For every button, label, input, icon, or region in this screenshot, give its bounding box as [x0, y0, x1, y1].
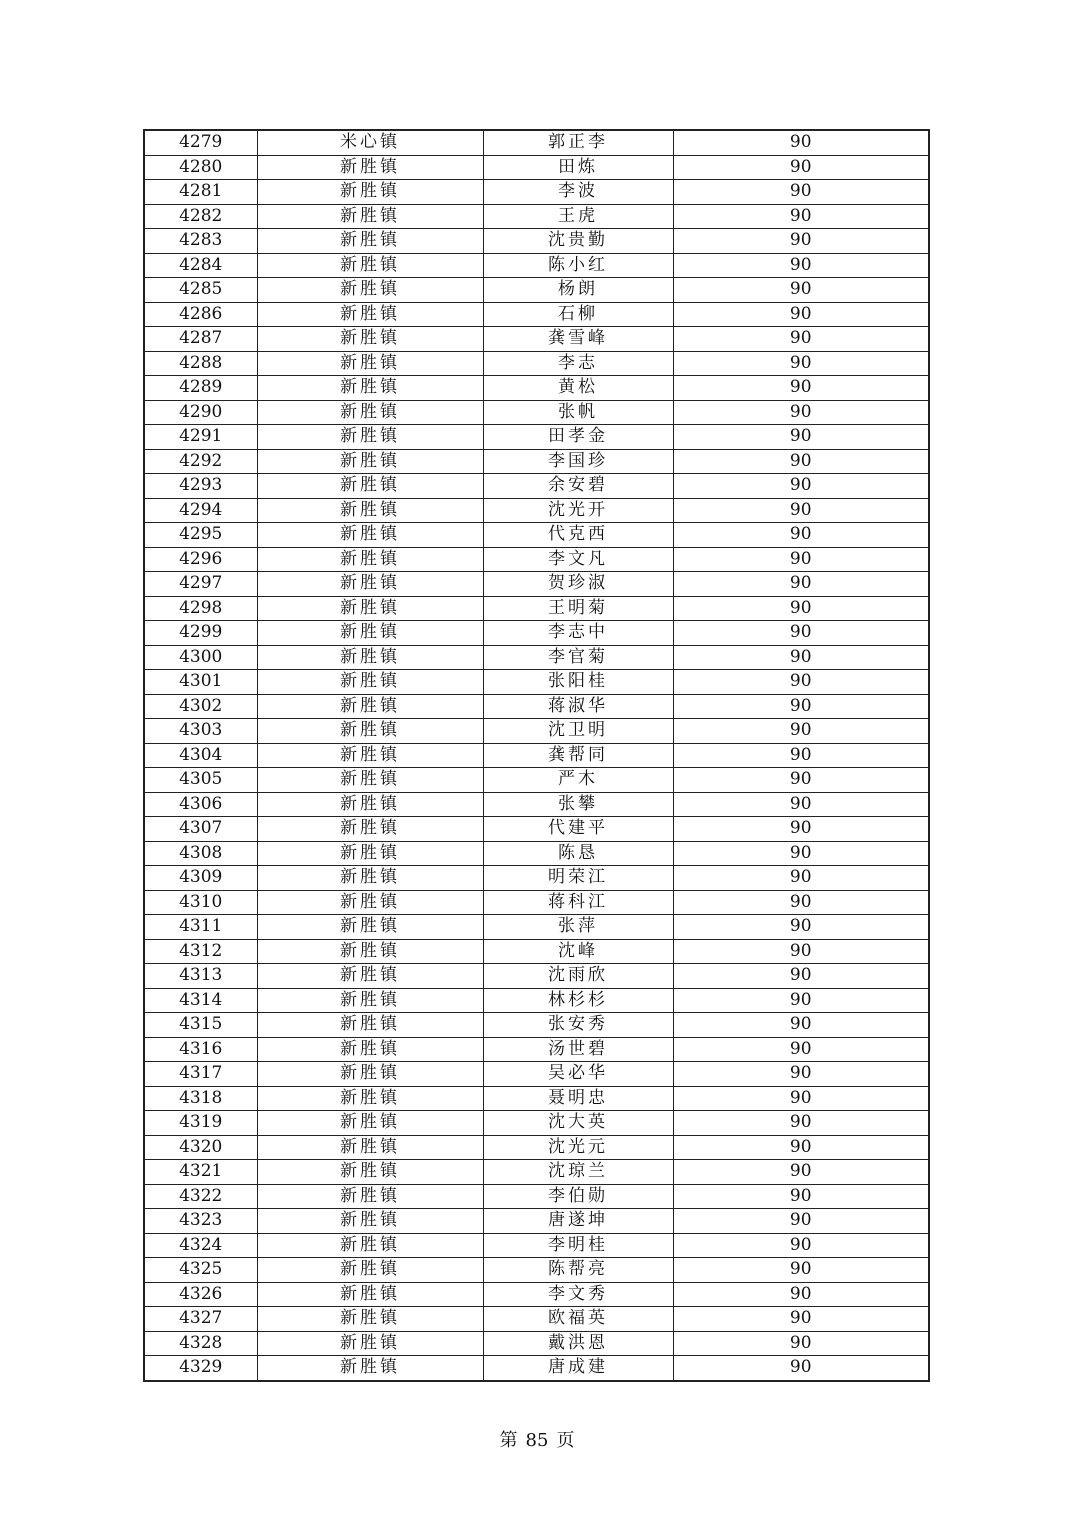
- cell-score: 90: [673, 351, 929, 376]
- table-row: [144, 1258, 929, 1283]
- cell-number: 4327: [144, 1307, 257, 1332]
- cell-number: 4326: [144, 1282, 257, 1307]
- cell-score: 90: [673, 523, 929, 548]
- cell-number: 4304: [144, 743, 257, 768]
- cell-town: 新胜镇: [257, 792, 483, 817]
- table-row: [144, 1307, 929, 1332]
- cell-number: 4301: [144, 670, 257, 695]
- cell-name: 吴必华: [483, 1062, 673, 1087]
- cell-name: 明荣江: [483, 866, 673, 891]
- cell-number: 4288: [144, 351, 257, 376]
- cell-town: 新胜镇: [257, 1037, 483, 1062]
- cell-town: 新胜镇: [257, 817, 483, 842]
- cell-score: 90: [673, 253, 929, 278]
- cell-name: 沈光开: [483, 498, 673, 523]
- cell-score: 90: [673, 204, 929, 229]
- cell-score: 90: [673, 817, 929, 842]
- cell-name: 沈大英: [483, 1111, 673, 1136]
- cell-town: 新胜镇: [257, 1282, 483, 1307]
- cell-score: 90: [673, 1258, 929, 1283]
- cell-number: 4308: [144, 841, 257, 866]
- cell-score: 90: [673, 988, 929, 1013]
- cell-score: 90: [673, 572, 929, 597]
- cell-name: 田孝金: [483, 425, 673, 450]
- cell-number: 4314: [144, 988, 257, 1013]
- cell-name: 沈峰: [483, 939, 673, 964]
- cell-name: 唐遂坤: [483, 1209, 673, 1234]
- cell-number: 4298: [144, 596, 257, 621]
- page-footer: [0, 1430, 1074, 1452]
- cell-name: 唐成建: [483, 1356, 673, 1381]
- cell-name: 黄松: [483, 376, 673, 401]
- table-row: [144, 523, 929, 548]
- cell-name: 余安碧: [483, 474, 673, 499]
- page-footer-prefix: 第: [499, 1430, 518, 1451]
- cell-town: 新胜镇: [257, 1209, 483, 1234]
- table-row: [144, 792, 929, 817]
- cell-name: 陈小红: [483, 253, 673, 278]
- cell-name: 沈雨欣: [483, 964, 673, 989]
- cell-score: 90: [673, 596, 929, 621]
- cell-score: 90: [673, 1037, 929, 1062]
- cell-score: 90: [673, 792, 929, 817]
- cell-town: 新胜镇: [257, 1331, 483, 1356]
- table-row: [144, 964, 929, 989]
- table-row: [144, 596, 929, 621]
- cell-name: 沈卫明: [483, 719, 673, 744]
- cell-town: 新胜镇: [257, 1184, 483, 1209]
- cell-number: 4286: [144, 302, 257, 327]
- cell-number: 4296: [144, 547, 257, 572]
- cell-score: 90: [673, 1233, 929, 1258]
- cell-number: 4307: [144, 817, 257, 842]
- cell-number: 4329: [144, 1356, 257, 1381]
- table-row: [144, 278, 929, 303]
- cell-number: 4325: [144, 1258, 257, 1283]
- cell-name: 杨朗: [483, 278, 673, 303]
- table-row: [144, 572, 929, 597]
- cell-name: 严木: [483, 768, 673, 793]
- cell-town: 新胜镇: [257, 302, 483, 327]
- cell-name: 陈恳: [483, 841, 673, 866]
- cell-name: 贺珍淑: [483, 572, 673, 597]
- cell-name: 聂明忠: [483, 1086, 673, 1111]
- cell-town: 新胜镇: [257, 964, 483, 989]
- cell-score: 90: [673, 278, 929, 303]
- cell-name: 蒋淑华: [483, 694, 673, 719]
- cell-town: 新胜镇: [257, 596, 483, 621]
- cell-number: 4287: [144, 327, 257, 352]
- cell-number: 4324: [144, 1233, 257, 1258]
- cell-name: 田炼: [483, 155, 673, 180]
- cell-name: 龚雪峰: [483, 327, 673, 352]
- cell-number: 4319: [144, 1111, 257, 1136]
- cell-town: 米心镇: [257, 130, 483, 155]
- cell-number: 4322: [144, 1184, 257, 1209]
- cell-town: 新胜镇: [257, 988, 483, 1013]
- cell-town: 新胜镇: [257, 498, 483, 523]
- cell-number: 4290: [144, 400, 257, 425]
- cell-name: 李明桂: [483, 1233, 673, 1258]
- cell-town: 新胜镇: [257, 278, 483, 303]
- table-row: [144, 1062, 929, 1087]
- cell-town: 新胜镇: [257, 1233, 483, 1258]
- cell-number: 4316: [144, 1037, 257, 1062]
- cell-number: 4297: [144, 572, 257, 597]
- table-row: [144, 841, 929, 866]
- cell-number: 4306: [144, 792, 257, 817]
- table-row: [144, 694, 929, 719]
- table-row: [144, 1086, 929, 1111]
- cell-score: 90: [673, 1086, 929, 1111]
- page-footer-suffix: 页: [556, 1430, 575, 1451]
- cell-score: 90: [673, 498, 929, 523]
- table-row: [144, 939, 929, 964]
- cell-town: 新胜镇: [257, 253, 483, 278]
- cell-score: 90: [673, 400, 929, 425]
- cell-name: 李志: [483, 351, 673, 376]
- cell-town: 新胜镇: [257, 229, 483, 254]
- cell-name: 李官菊: [483, 645, 673, 670]
- cell-score: 90: [673, 768, 929, 793]
- cell-score: 90: [673, 155, 929, 180]
- cell-name: 代建平: [483, 817, 673, 842]
- cell-name: 张帆: [483, 400, 673, 425]
- cell-town: 新胜镇: [257, 670, 483, 695]
- table-row: [144, 498, 929, 523]
- cell-town: 新胜镇: [257, 547, 483, 572]
- table-row: [144, 1356, 929, 1381]
- table-row: [144, 1331, 929, 1356]
- cell-name: 郭正李: [483, 130, 673, 155]
- cell-town: 新胜镇: [257, 1086, 483, 1111]
- cell-score: 90: [673, 1282, 929, 1307]
- cell-name: 石柳: [483, 302, 673, 327]
- cell-town: 新胜镇: [257, 1062, 483, 1087]
- cell-score: 90: [673, 1209, 929, 1234]
- cell-score: 90: [673, 1331, 929, 1356]
- cell-town: 新胜镇: [257, 1356, 483, 1381]
- cell-score: 90: [673, 719, 929, 744]
- cell-number: 4294: [144, 498, 257, 523]
- cell-town: 新胜镇: [257, 1135, 483, 1160]
- cell-name: 蒋科江: [483, 890, 673, 915]
- cell-number: 4310: [144, 890, 257, 915]
- table-row: [144, 890, 929, 915]
- table-row: [144, 866, 929, 891]
- roster-table: [143, 129, 930, 1382]
- cell-number: 4300: [144, 645, 257, 670]
- table-row: [144, 130, 929, 155]
- cell-score: 90: [673, 449, 929, 474]
- cell-number: 4289: [144, 376, 257, 401]
- table-row: [144, 180, 929, 205]
- cell-town: 新胜镇: [257, 621, 483, 646]
- cell-number: 4323: [144, 1209, 257, 1234]
- cell-number: 4312: [144, 939, 257, 964]
- table-row: [144, 1233, 929, 1258]
- cell-number: 4280: [144, 155, 257, 180]
- table-row: [144, 915, 929, 940]
- cell-score: 90: [673, 621, 929, 646]
- cell-score: 90: [673, 841, 929, 866]
- cell-town: 新胜镇: [257, 180, 483, 205]
- cell-name: 李文凡: [483, 547, 673, 572]
- cell-score: 90: [673, 547, 929, 572]
- cell-score: 90: [673, 425, 929, 450]
- cell-town: 新胜镇: [257, 1258, 483, 1283]
- table-row: [144, 547, 929, 572]
- cell-town: 新胜镇: [257, 768, 483, 793]
- cell-town: 新胜镇: [257, 939, 483, 964]
- cell-town: 新胜镇: [257, 327, 483, 352]
- cell-number: 4279: [144, 130, 257, 155]
- cell-town: 新胜镇: [257, 645, 483, 670]
- table-row: [144, 1013, 929, 1038]
- cell-number: 4305: [144, 768, 257, 793]
- cell-number: 4299: [144, 621, 257, 646]
- cell-score: 90: [673, 1111, 929, 1136]
- cell-score: 90: [673, 915, 929, 940]
- cell-town: 新胜镇: [257, 400, 483, 425]
- cell-score: 90: [673, 670, 929, 695]
- cell-number: 4282: [144, 204, 257, 229]
- cell-score: 90: [673, 645, 929, 670]
- cell-number: 4318: [144, 1086, 257, 1111]
- table-row: [144, 376, 929, 401]
- cell-number: 4283: [144, 229, 257, 254]
- cell-score: 90: [673, 302, 929, 327]
- cell-name: 林杉杉: [483, 988, 673, 1013]
- cell-score: 90: [673, 964, 929, 989]
- cell-name: 张萍: [483, 915, 673, 940]
- cell-number: 4311: [144, 915, 257, 940]
- cell-number: 4313: [144, 964, 257, 989]
- cell-score: 90: [673, 1062, 929, 1087]
- cell-number: 4284: [144, 253, 257, 278]
- cell-score: 90: [673, 1184, 929, 1209]
- cell-town: 新胜镇: [257, 694, 483, 719]
- table-row: [144, 1160, 929, 1185]
- table-row: [144, 229, 929, 254]
- cell-score: 90: [673, 743, 929, 768]
- table-row: [144, 155, 929, 180]
- cell-name: 李国珍: [483, 449, 673, 474]
- table-row: [144, 1037, 929, 1062]
- cell-number: 4302: [144, 694, 257, 719]
- cell-name: 欧福英: [483, 1307, 673, 1332]
- table-row: [144, 327, 929, 352]
- cell-name: 张攀: [483, 792, 673, 817]
- cell-town: 新胜镇: [257, 204, 483, 229]
- cell-town: 新胜镇: [257, 890, 483, 915]
- table-row: [144, 670, 929, 695]
- cell-number: 4321: [144, 1160, 257, 1185]
- table-row: [144, 719, 929, 744]
- table-row: [144, 1282, 929, 1307]
- cell-number: 4292: [144, 449, 257, 474]
- table-row: [144, 474, 929, 499]
- cell-town: 新胜镇: [257, 425, 483, 450]
- cell-town: 新胜镇: [257, 1111, 483, 1136]
- table-row: [144, 449, 929, 474]
- cell-name: 戴洪恩: [483, 1331, 673, 1356]
- table-row: [144, 253, 929, 278]
- cell-score: 90: [673, 1160, 929, 1185]
- cell-score: 90: [673, 229, 929, 254]
- cell-name: 王明菊: [483, 596, 673, 621]
- cell-name: 张阳桂: [483, 670, 673, 695]
- cell-name: 李文秀: [483, 1282, 673, 1307]
- cell-town: 新胜镇: [257, 915, 483, 940]
- cell-score: 90: [673, 1307, 929, 1332]
- cell-number: 4293: [144, 474, 257, 499]
- table-row: [144, 425, 929, 450]
- cell-town: 新胜镇: [257, 523, 483, 548]
- cell-number: 4281: [144, 180, 257, 205]
- table-row: [144, 621, 929, 646]
- cell-number: 4317: [144, 1062, 257, 1087]
- cell-name: 代克西: [483, 523, 673, 548]
- table-row: [144, 1135, 929, 1160]
- cell-town: 新胜镇: [257, 474, 483, 499]
- table-row: [144, 645, 929, 670]
- cell-town: 新胜镇: [257, 155, 483, 180]
- table-row: [144, 988, 929, 1013]
- table-row: [144, 351, 929, 376]
- cell-name: 沈光元: [483, 1135, 673, 1160]
- cell-town: 新胜镇: [257, 1160, 483, 1185]
- cell-name: 陈帮亮: [483, 1258, 673, 1283]
- cell-town: 新胜镇: [257, 572, 483, 597]
- cell-score: 90: [673, 376, 929, 401]
- cell-town: 新胜镇: [257, 1013, 483, 1038]
- cell-name: 沈琼兰: [483, 1160, 673, 1185]
- cell-score: 90: [673, 866, 929, 891]
- cell-name: 汤世碧: [483, 1037, 673, 1062]
- table-row: [144, 302, 929, 327]
- table-row: [144, 817, 929, 842]
- cell-town: 新胜镇: [257, 719, 483, 744]
- cell-score: 90: [673, 474, 929, 499]
- cell-score: 90: [673, 939, 929, 964]
- cell-number: 4291: [144, 425, 257, 450]
- cell-name: 李伯勋: [483, 1184, 673, 1209]
- cell-town: 新胜镇: [257, 866, 483, 891]
- cell-number: 4285: [144, 278, 257, 303]
- cell-score: 90: [673, 890, 929, 915]
- cell-score: 90: [673, 327, 929, 352]
- cell-town: 新胜镇: [257, 841, 483, 866]
- cell-town: 新胜镇: [257, 351, 483, 376]
- cell-number: 4303: [144, 719, 257, 744]
- table-row: [144, 400, 929, 425]
- table-row: [144, 1209, 929, 1234]
- table-row: [144, 743, 929, 768]
- cell-score: 90: [673, 1135, 929, 1160]
- cell-name: 王虎: [483, 204, 673, 229]
- cell-score: 90: [673, 180, 929, 205]
- cell-score: 90: [673, 694, 929, 719]
- cell-town: 新胜镇: [257, 449, 483, 474]
- cell-number: 4309: [144, 866, 257, 891]
- table-row: [144, 768, 929, 793]
- cell-score: 90: [673, 1356, 929, 1381]
- table-row: [144, 204, 929, 229]
- cell-number: 4328: [144, 1331, 257, 1356]
- cell-number: 4295: [144, 523, 257, 548]
- cell-town: 新胜镇: [257, 376, 483, 401]
- cell-number: 4320: [144, 1135, 257, 1160]
- table-body: [144, 130, 929, 1381]
- table-row: [144, 1184, 929, 1209]
- cell-name: 沈贵勤: [483, 229, 673, 254]
- page-number: 85: [525, 1430, 549, 1451]
- cell-name: 龚帮同: [483, 743, 673, 768]
- cell-town: 新胜镇: [257, 1307, 483, 1332]
- cell-name: 李波: [483, 180, 673, 205]
- cell-name: 李志中: [483, 621, 673, 646]
- cell-score: 90: [673, 130, 929, 155]
- cell-score: 90: [673, 1013, 929, 1038]
- table-row: [144, 1111, 929, 1136]
- cell-name: 张安秀: [483, 1013, 673, 1038]
- cell-town: 新胜镇: [257, 743, 483, 768]
- cell-number: 4315: [144, 1013, 257, 1038]
